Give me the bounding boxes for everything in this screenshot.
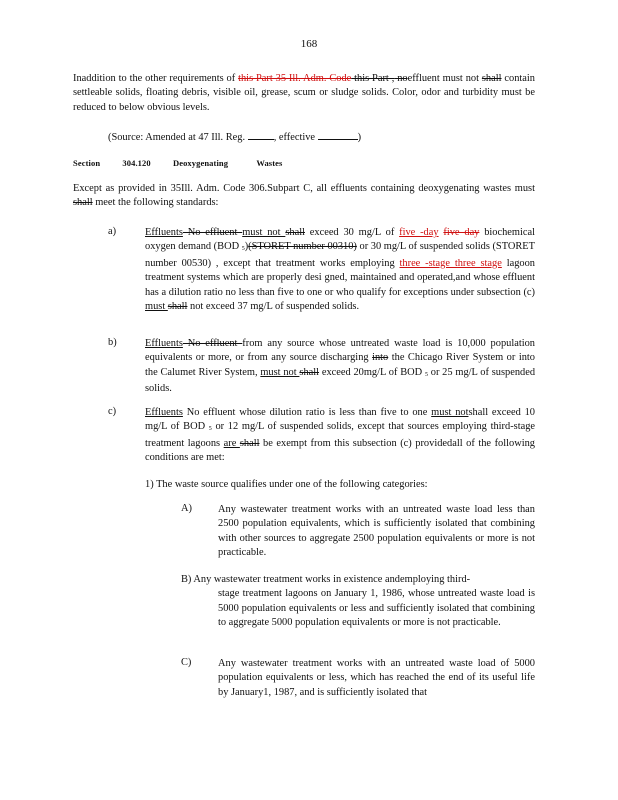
- a-inserted-effluents: Effluents: [145, 227, 183, 238]
- a-text-3: ): [244, 241, 249, 253]
- a-bod-subscript: 5: [241, 246, 245, 253]
- reg-blank: [248, 129, 274, 140]
- item-c-label: c): [108, 406, 117, 417]
- c-inserted-must-not: must not: [431, 407, 469, 418]
- b-text-4: or 25 mg/L of suspended solids.: [145, 366, 536, 395]
- item-b-label: b): [108, 337, 117, 348]
- lead-text: Except as provided in 35Ill. Adm. Code 306.Subpart C, all effluents containing deoxygenating wastes must: [73, 183, 535, 194]
- category-b-rest: stage treatment lagoons on January 1, 1986, whose untreated waste load is 5000 population equivalents or less and sufficiently isolated that combining to aggregate 5000 population equivalents or more is not practicable.: [218, 588, 535, 629]
- c-text-2: shall exceed 10 mg/L of BOD: [145, 407, 535, 433]
- lead-deleted-shall: shall: [73, 197, 93, 209]
- intro-paragraph: [73, 72, 535, 115]
- item-c-text: [145, 406, 535, 466]
- category-c-text: Any wastewater treatment works with an untreated waste load of 5000 population equivalents or less, which has reached the end of its useful life by January1, 1987, and is sufficiently isolated that: [218, 658, 535, 698]
- section-title-word-2: Wastes: [256, 158, 283, 168]
- a-deleted-no-effluent: No effluent: [182, 227, 243, 238]
- intro-text-2: effluent must not: [407, 73, 482, 84]
- page-number: 168: [300, 38, 318, 50]
- b-deleted-no-effluent: No effluent: [182, 338, 243, 349]
- intro-text: Inaddition to the other requirements of: [73, 73, 239, 84]
- a-text-2: biochemical oxygen demand (BOD: [145, 227, 535, 253]
- category-b-label: B): [181, 574, 192, 585]
- b-text-2: the Chicago River System or into the Calumet River System,: [145, 352, 535, 378]
- effective-blank: [318, 129, 358, 140]
- b-deleted-shall: shall: [299, 366, 320, 378]
- a-text-1: exceed 30 mg/L of: [304, 227, 400, 238]
- item-a-label: a): [108, 226, 117, 237]
- a-text-5: lagoon treatment systems which are properly desi gned, maintained and operated,and whose effluent has a dilution ratio no less than five to one or who qualify for exceptions under subsection (c): [145, 257, 535, 298]
- b-inserted-must-not: must not: [260, 366, 300, 378]
- a-inserted-must: must: [145, 301, 168, 313]
- intro-text-3: contain settleable solids, floating debris, visible oil, grease, scum or sludge solids. Color, odor and turbidity must be reduced to below obvious levels.: [73, 73, 535, 113]
- section-heading: [73, 158, 282, 168]
- a-deleted-shall-2: shall: [167, 301, 188, 313]
- a-deleted-five-day: five day: [443, 227, 480, 238]
- c-bod-subscript: 5: [208, 426, 212, 433]
- section-title-word-1: Deoxygenating: [172, 158, 229, 168]
- b-inserted-effluents: Effluents: [145, 338, 183, 349]
- section-label: Section: [73, 158, 101, 168]
- a-inserted-must-not: must not: [242, 227, 286, 238]
- item-b-text: [145, 337, 535, 397]
- category-c-label: C): [181, 657, 192, 668]
- source-note: [108, 129, 508, 145]
- a-inserted-five-day: five -day: [399, 227, 439, 238]
- c-text-1: No effluent whose dilution ratio is less than five to one: [182, 407, 432, 418]
- intro-deleted-citation: this Part 35 Ill. Adm. Code: [238, 73, 352, 84]
- source-close-paren: ): [357, 132, 362, 143]
- c-inserted-are: are: [223, 437, 240, 449]
- b-text-3: exceed 20mg/L of BOD: [319, 366, 425, 378]
- item-a-text: [145, 226, 535, 314]
- intro-deleted-no: no: [394, 73, 408, 84]
- category-b-text: [181, 573, 535, 631]
- source-effective: , effective: [273, 132, 316, 143]
- subsection-1: 1) The waste source qualifies under one of the following categories:: [145, 479, 428, 490]
- category-a-label: A): [181, 503, 192, 514]
- section-number: 304.120: [122, 158, 151, 168]
- lead-paragraph: [73, 182, 535, 211]
- a-text-6: not exceed 37 mg/L of suspended solids.: [187, 301, 360, 313]
- c-inserted-effluents: Effluents: [145, 407, 183, 418]
- b-deleted-into: into: [372, 352, 389, 364]
- a-deleted-storet: (STORET number 00310): [248, 241, 357, 253]
- a-three-stage: three -stage three stage: [399, 257, 502, 269]
- a-deleted-shall: shall: [285, 227, 305, 238]
- b-text-1: from any source whose untreated waste load is 10,000 population equivalents or more, or from any source discharging: [145, 338, 535, 364]
- b-bod-subscript: 5: [424, 371, 428, 378]
- c-text-3: or 12 mg/L of suspended solids, except that sources employing third-stage treatment lagoons: [145, 421, 535, 449]
- category-a-text: Any wastewater treatment works with an untreated waste load less than 2500 population equivalents, which is sufficiently isolated that combining with other sources to aggregate 2500 population equivalents or more is not practicable.: [218, 504, 535, 559]
- category-b-first-line: Any wastewater treatment works in existence andemploying third-: [193, 574, 471, 585]
- a-text-4: or 30 mg/L of suspended solids (STORET number 00530) , except that treatment works employing: [145, 241, 536, 269]
- c-text-4: be exempt from this subsection (c) providedall of the following conditions are met:: [145, 437, 535, 464]
- source-amended: (Source: Amended at 47 Ill. Reg.: [108, 132, 246, 143]
- lead-text-2: meet the following standards:: [92, 197, 219, 209]
- c-deleted-shall: shall: [239, 437, 260, 449]
- intro-deleted-shall: shall: [481, 73, 502, 84]
- intro-deleted-text: this Part ,: [351, 73, 395, 84]
